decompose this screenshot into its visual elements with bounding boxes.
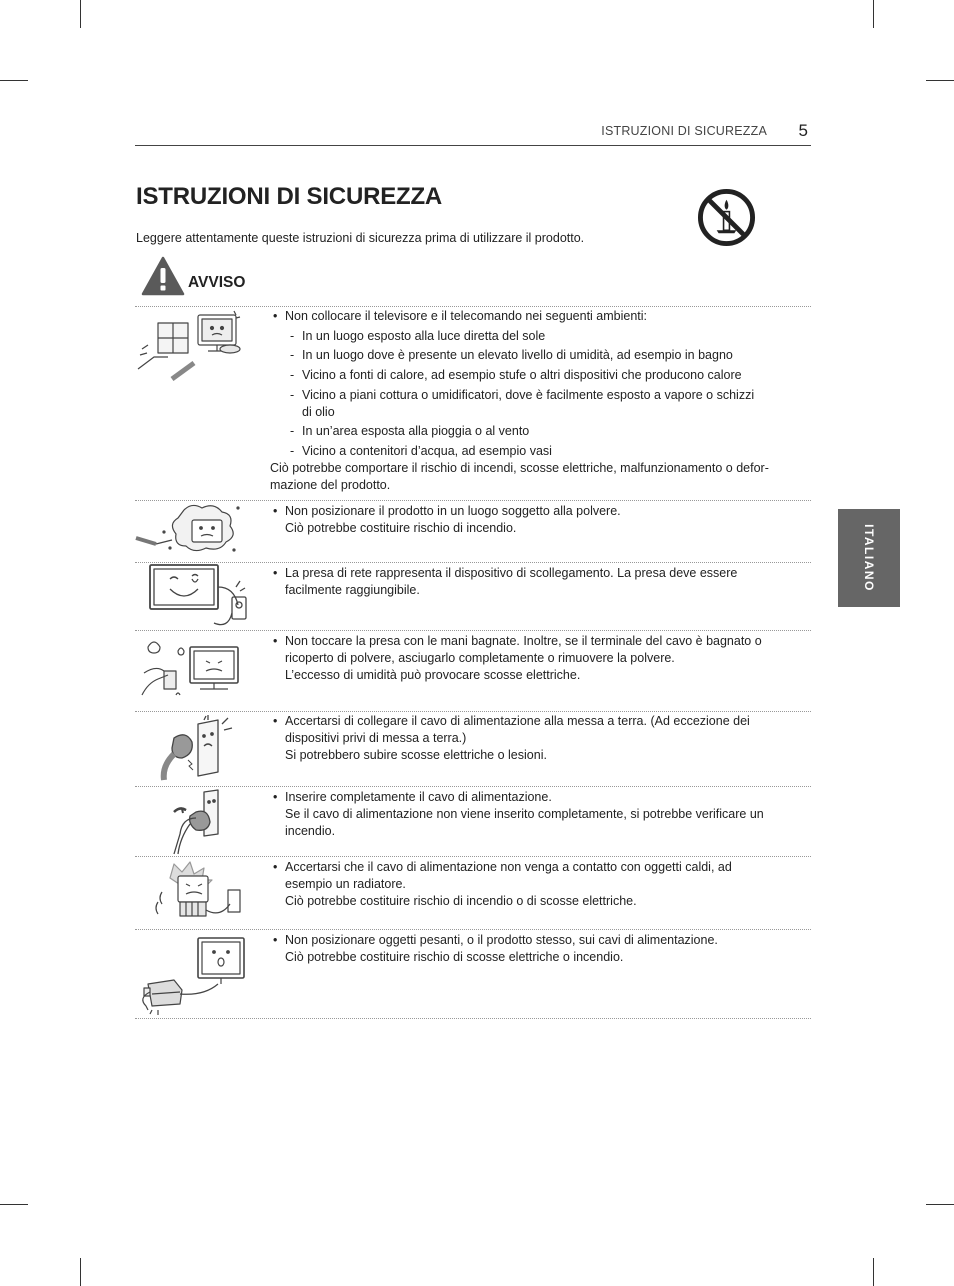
bullet-item: • Accertarsi che il cavo di alimentazione non venga a contatto con oggetti caldi, ad bbox=[273, 860, 732, 874]
dash-item: - Vicino a piani cottura o umidificatori, dove è facilmente esposto a vapore o schizzi di olio bbox=[290, 387, 755, 419]
tv-wall-socket-illustration bbox=[134, 563, 249, 631]
bullet-item: • Non posizionare oggetti pesanti, o il prodotto stesso, sui cavi di alimentazione. bbox=[273, 933, 718, 947]
intro-text: Leggere attentamente queste istruzioni di sicurezza prima di utilizzare il prodotto. bbox=[136, 231, 585, 245]
warning-item: • Accertarsi che il cavo di alimentazione non venga a contatto con oggetti caldi, ad esempio un radiatore. Ciò potrebbe costituire rischio di incendio o di scosse elettriche. bbox=[270, 859, 805, 910]
dash-item: - Vicino a fonti di calore, ad esempio stufe o altri dispositivi che producono calore bbox=[290, 368, 742, 383]
crop-mark bbox=[873, 0, 874, 28]
heater-cable-illustration bbox=[134, 858, 249, 928]
row-separator bbox=[135, 929, 811, 930]
crop-mark bbox=[80, 1258, 81, 1286]
warning-label: AVVISO bbox=[188, 274, 246, 291]
bullet-item: • Inserire completamente il cavo di alimentazione. bbox=[273, 790, 552, 804]
warning-note: Ciò potrebbe comportare il rischio di incendi, scosse elettriche, malfunzionamento o defor- mazione del prodotto. bbox=[270, 461, 769, 493]
dash-item: - In un’area esposta alla pioggia o al vento bbox=[290, 424, 530, 439]
row-separator bbox=[135, 500, 811, 501]
running-header bbox=[135, 122, 811, 146]
bullet-item: • Non collocare il televisore e il telecomando nei seguenti ambienti: bbox=[273, 309, 648, 323]
language-side-tab bbox=[838, 509, 900, 607]
crop-mark bbox=[873, 1258, 874, 1286]
no-candle-icon bbox=[697, 188, 756, 247]
page-title: ISTRUZIONI DI SICUREZZA bbox=[136, 183, 443, 210]
dash-item: - Vicino a contenitori d’acqua, ad esempio vasi bbox=[290, 444, 552, 459]
dash-item: - In un luogo dove è presente un elevato livello di umidità, ad esempio in bagno bbox=[290, 348, 733, 363]
crop-mark bbox=[926, 1204, 954, 1205]
warning-item: • La presa di rete rappresenta il dispositivo di scollegamento. La presa deve essere facilmente raggiungibile. bbox=[270, 565, 805, 599]
heavy-object-cable-illustration bbox=[134, 934, 249, 1016]
language-label: ITALIANO bbox=[862, 524, 876, 592]
tv-environment-illustration bbox=[134, 309, 246, 381]
header-rule bbox=[135, 145, 811, 146]
warning-item: • Non posizionare oggetti pesanti, o il prodotto stesso, sui cavi di alimentazione. Ciò potrebbe costituire rischio di scosse elettriche o incendio. bbox=[270, 932, 805, 966]
crop-mark bbox=[0, 80, 28, 81]
warning-item: • Inserire completamente il cavo di alimentazione. Se il cavo di alimentazione non viene inserito completamente, si potrebbe verificare un incendio. bbox=[270, 789, 805, 840]
crop-mark bbox=[926, 80, 954, 81]
insert-plug-illustration bbox=[134, 788, 249, 856]
bullet-item: • Non toccare la presa con le mani bagnate. Inoltre, se il terminale del cavo è bagnato o bbox=[273, 634, 762, 648]
warning-triangle-icon bbox=[141, 256, 185, 296]
warning-item bbox=[270, 308, 805, 494]
crop-mark bbox=[80, 0, 81, 28]
row-separator bbox=[135, 1018, 811, 1019]
warning-item: • Non posizionare il prodotto in un luogo soggetto alla polvere. Ciò potrebbe costituire rischio di incendio. bbox=[270, 503, 805, 537]
dusty-tv-illustration bbox=[134, 502, 246, 560]
bullet-item: • Non posizionare il prodotto in un luogo soggetto alla polvere. bbox=[273, 504, 621, 518]
bullet-item: • La presa di rete rappresenta il dispositivo di scollegamento. La presa deve essere bbox=[273, 566, 738, 580]
row-separator bbox=[135, 306, 811, 307]
row-separator bbox=[135, 786, 811, 787]
grounded-plug-illustration bbox=[134, 714, 249, 786]
wet-hands-plug-illustration bbox=[134, 633, 249, 703]
crop-mark bbox=[0, 1204, 28, 1205]
bullet-item: • Accertarsi di collegare il cavo di alimentazione alla messa a terra. (Ad eccezione dei bbox=[273, 714, 750, 728]
dash-item: - In un luogo esposto alla luce diretta del sole bbox=[290, 328, 546, 343]
warning-item: • Non toccare la presa con le mani bagnate. Inoltre, se il terminale del cavo è bagnato o ricoperto di polvere, asciugarlo completamente o rimuovere la polvere. L’eccesso di umidità può provocare scosse elettriche. bbox=[270, 633, 805, 684]
page-number: 5 bbox=[798, 121, 808, 140]
row-separator bbox=[135, 856, 811, 857]
warning-item: • Accertarsi di collegare il cavo di alimentazione alla messa a terra. (Ad eccezione dei dispositivi privi di messa a terra.) Si potrebbero subire scosse elettriche o lesioni. bbox=[270, 713, 805, 764]
header-section-title: ISTRUZIONI DI SICUREZZA bbox=[601, 124, 767, 138]
row-separator bbox=[135, 711, 811, 712]
